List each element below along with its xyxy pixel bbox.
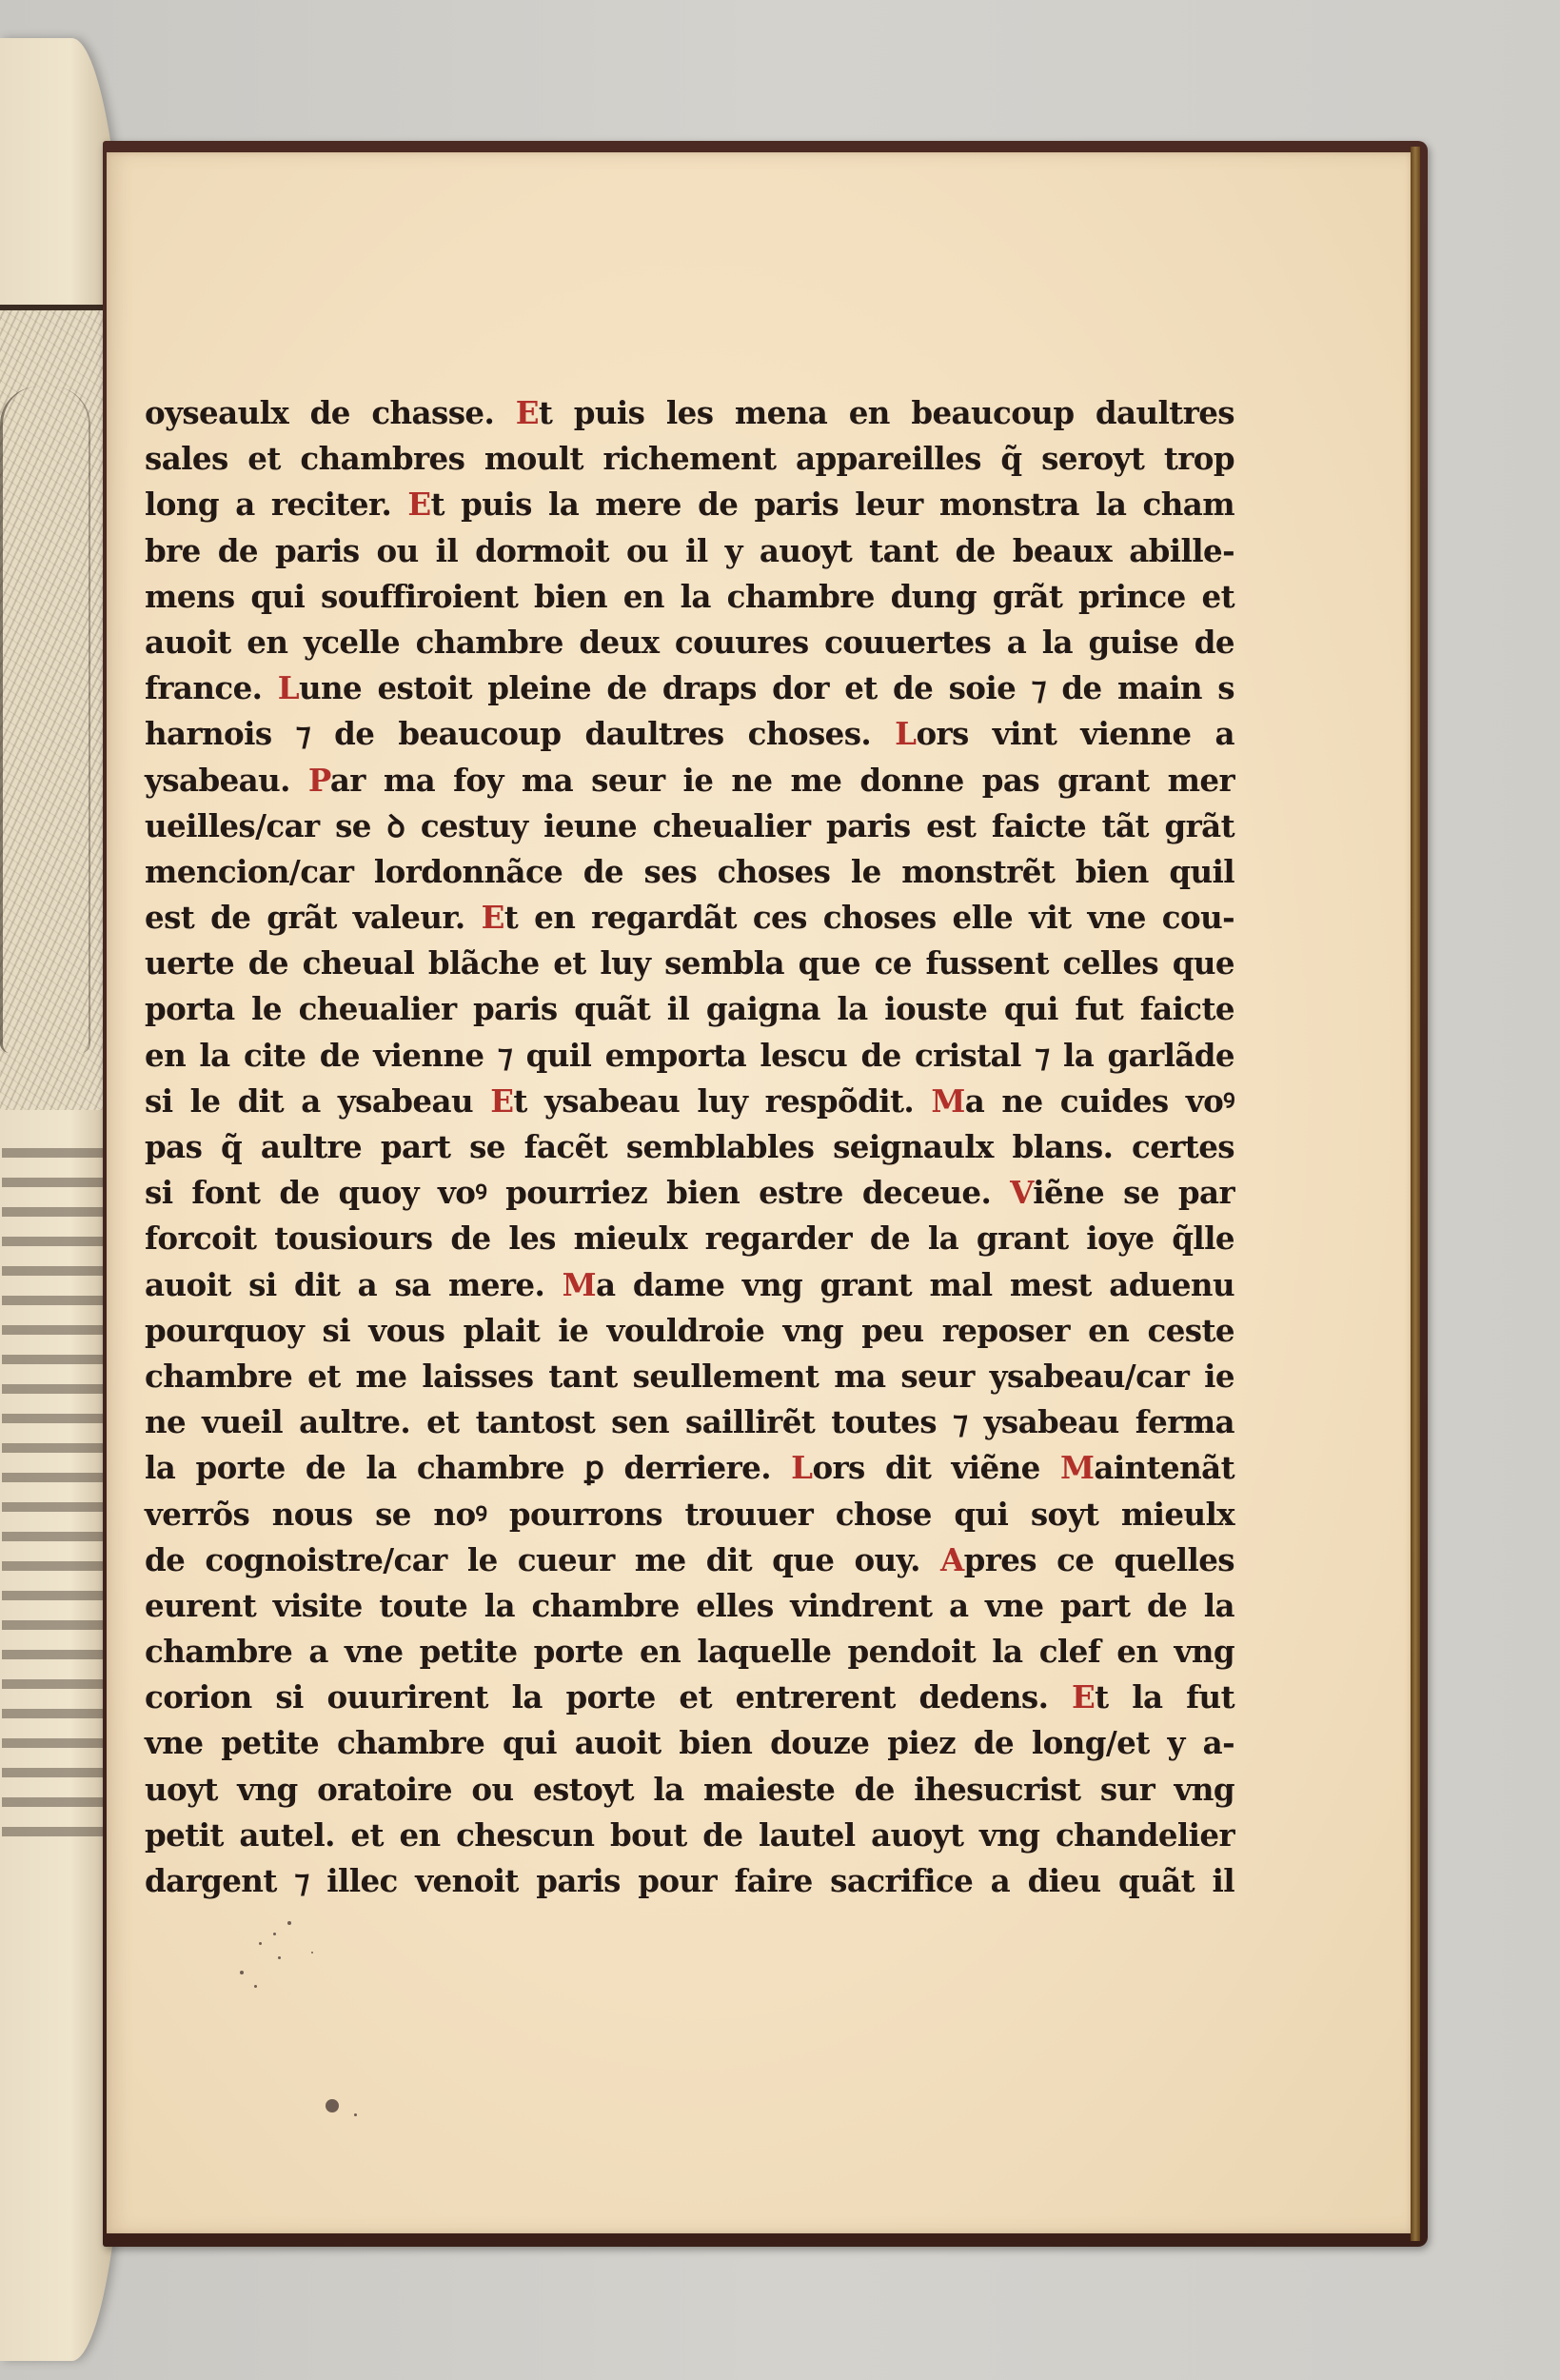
text-line: [145, 849, 1234, 895]
text-run: pourquoy si vous plait ie vouldroie vng peu reposer en ceste: [145, 1311, 1234, 1349]
text-line: [145, 1720, 1234, 1766]
rubricated-initial: L: [277, 669, 299, 707]
rubricated-initial: M: [1059, 1449, 1095, 1487]
text-run: ar ma foy ma seur ie ne me donne pas grant mer: [329, 761, 1234, 799]
rubricated-initial: L: [791, 1449, 813, 1487]
text-run: si font de quoy voꝰ pourriez bien estre deceue.: [145, 1174, 1011, 1212]
text-line: [145, 803, 1234, 849]
text-line: [145, 895, 1234, 941]
printed-page: [107, 152, 1411, 2233]
text-run: dargent ⁊ illec venoit paris pour faire sacrifice a dieu quãt il: [145, 1862, 1234, 1899]
foxing-specks: [221, 1914, 411, 2104]
text-run: ors dit viẽne: [812, 1449, 1060, 1487]
text-run: petit autel. et en chescun bout de lautel auoyt vng chandelier: [145, 1815, 1234, 1854]
text-run: t puis la mere de paris leur monstra la cham: [430, 486, 1234, 524]
text-run: ne vueil aultre. et tantost sen saillirẽt toutes ⁊ ysabeau ferma: [145, 1403, 1234, 1441]
text-run: t en regardãt ces choses elle vit vne cou-: [504, 899, 1234, 937]
text-line: [145, 528, 1234, 574]
speck: [287, 1921, 291, 1925]
text-run: vne petite chambre qui auoit bien douze piez de long/et y a-: [145, 1724, 1234, 1762]
text-line: [145, 620, 1234, 665]
speck: [254, 1985, 257, 1988]
speck: [278, 1956, 281, 1959]
text-run: si le dit a ysabeau: [145, 1081, 491, 1120]
text-run: eurent visite toute la chambre elles vindrent a vne part de la: [145, 1586, 1234, 1624]
rubricated-initial: L: [895, 715, 917, 753]
text-line: [145, 1445, 1234, 1491]
text-run: oyseaulx de chasse.: [145, 394, 516, 431]
text-run: t la fut: [1095, 1678, 1234, 1716]
text-run: pas q̃ aultre part se facẽt semblables seignaulx blans. certes: [145, 1128, 1234, 1165]
gilt-edge: [1411, 147, 1420, 2241]
text-run: t ysabeau luy respõdit.: [513, 1081, 932, 1120]
text-run: chambre a vne petite porte en laquelle pendoit la clef en vng: [145, 1633, 1234, 1671]
text-line: [145, 1629, 1234, 1675]
text-run: auoit si dit a sa mere.: [145, 1265, 563, 1303]
text-run: a ne cuides voꝰ: [964, 1081, 1234, 1120]
speck: [326, 2099, 339, 2112]
text-run: auoit en ycelle chambre deux couures couuertes a la guise de: [145, 623, 1234, 661]
text-run: sales et chambres moult richement appareilles q̃ seroyt trop: [145, 440, 1234, 478]
text-line: [145, 574, 1234, 620]
text-run: ueilles/car se ꝺ cestuy ieune cheualier paris est faicte tãt grãt: [145, 806, 1234, 844]
text-run: en la cite de vienne ⁊ quil emporta lescu de cristal ⁊ la garlãde: [145, 1036, 1234, 1074]
text-line: [145, 711, 1234, 757]
text-run: une estoit pleine de draps dor et de soie ⁊ de main s: [298, 669, 1234, 707]
text-line: [145, 1308, 1234, 1354]
rubricated-initial: E: [490, 1081, 514, 1120]
woodcut-illustration: [0, 305, 114, 1110]
text-run: iẽne se par: [1033, 1174, 1234, 1212]
text-line: [145, 390, 1234, 436]
speck: [240, 1971, 244, 1974]
text-line: [145, 1262, 1234, 1308]
text-line: [145, 1767, 1234, 1813]
text-line: [145, 1170, 1234, 1216]
rubricated-initial: M: [562, 1265, 597, 1303]
text-block: [145, 390, 1234, 1904]
text-line: [145, 986, 1234, 1032]
text-line: [145, 1537, 1234, 1583]
rubricated-initial: E: [515, 394, 539, 431]
text-run: porta le cheualier paris quãt il gaigna la iouste qui fut faicte: [145, 990, 1234, 1028]
text-line: [145, 1399, 1234, 1445]
text-run: a dame vng grant mal mest aduenu: [596, 1265, 1234, 1303]
rubricated-initial: P: [307, 761, 330, 799]
text-run: t puis les mena en beaucoup daultres: [538, 394, 1234, 431]
text-run: aintenãt: [1094, 1449, 1234, 1487]
text-line: [145, 1492, 1234, 1537]
text-line: [145, 1583, 1234, 1629]
rubricated-initial: A: [939, 1540, 964, 1578]
text-line: [145, 1858, 1234, 1904]
rubricated-initial: E: [1072, 1678, 1096, 1716]
text-line: [145, 1675, 1234, 1720]
rubricated-initial: E: [481, 899, 504, 937]
text-run: france.: [145, 669, 278, 707]
left-page-text-fragment: [2, 1133, 116, 1837]
text-run: long a reciter.: [145, 486, 408, 524]
text-run: bre de paris ou il dormoit ou il y auoyt tant de beaux abille-: [145, 531, 1234, 569]
speck: [273, 1933, 276, 1935]
text-run: corion si ouurirent la porte et entrerent dedens.: [145, 1678, 1072, 1716]
text-line: [145, 1813, 1234, 1858]
rubricated-initial: E: [407, 486, 431, 524]
text-run: pres ce quelles: [963, 1540, 1234, 1578]
text-line: [145, 1033, 1234, 1079]
rubricated-initial: V: [1010, 1174, 1034, 1212]
rubricated-initial: M: [931, 1081, 965, 1120]
text-run: mens qui souffiroient bien en la chambre dung grãt prince et: [145, 577, 1234, 615]
speck: [311, 1952, 313, 1954]
text-run: verrõs nous se noꝰ pourrons trouuer chose qui soyt mieulx: [145, 1495, 1234, 1533]
text-line: [145, 1216, 1234, 1261]
text-run: forcoit tousiours de les mieulx regarder de la grant ioye q̃lle: [145, 1220, 1234, 1258]
text-line: [145, 1124, 1234, 1170]
text-line: [145, 436, 1234, 482]
text-line: [145, 665, 1234, 711]
text-line: [145, 941, 1234, 986]
text-run: la porte de la chambre ꝑ derriere.: [145, 1449, 792, 1487]
text-line: [145, 482, 1234, 527]
text-run: ysabeau.: [145, 761, 308, 799]
text-line: [145, 1354, 1234, 1399]
text-line: [145, 758, 1234, 803]
speck: [354, 2113, 357, 2116]
text-run: mencion/car lordonnãce de ses choses le monstrẽt bien quil: [145, 852, 1234, 890]
text-run: uerte de cheual blãche et luy sembla que ce fussent celles que: [145, 944, 1234, 982]
text-line: [145, 1079, 1234, 1124]
text-run: harnois ⁊ de beaucoup daultres choses.: [145, 715, 896, 753]
text-run: ors vint vienne a: [916, 715, 1235, 753]
text-run: uoyt vng oratoire ou estoyt la maieste de ihesucrist sur vng: [145, 1770, 1234, 1808]
text-run: est de grãt valeur.: [145, 899, 482, 937]
speck: [259, 1942, 262, 1945]
text-run: chambre et me laisses tant seullement ma seur ysabeau/car ie: [145, 1357, 1234, 1395]
woodcut-figure: [0, 387, 90, 1053]
text-run: de cognoistre/car le cueur me dit que ouy.: [145, 1540, 940, 1578]
